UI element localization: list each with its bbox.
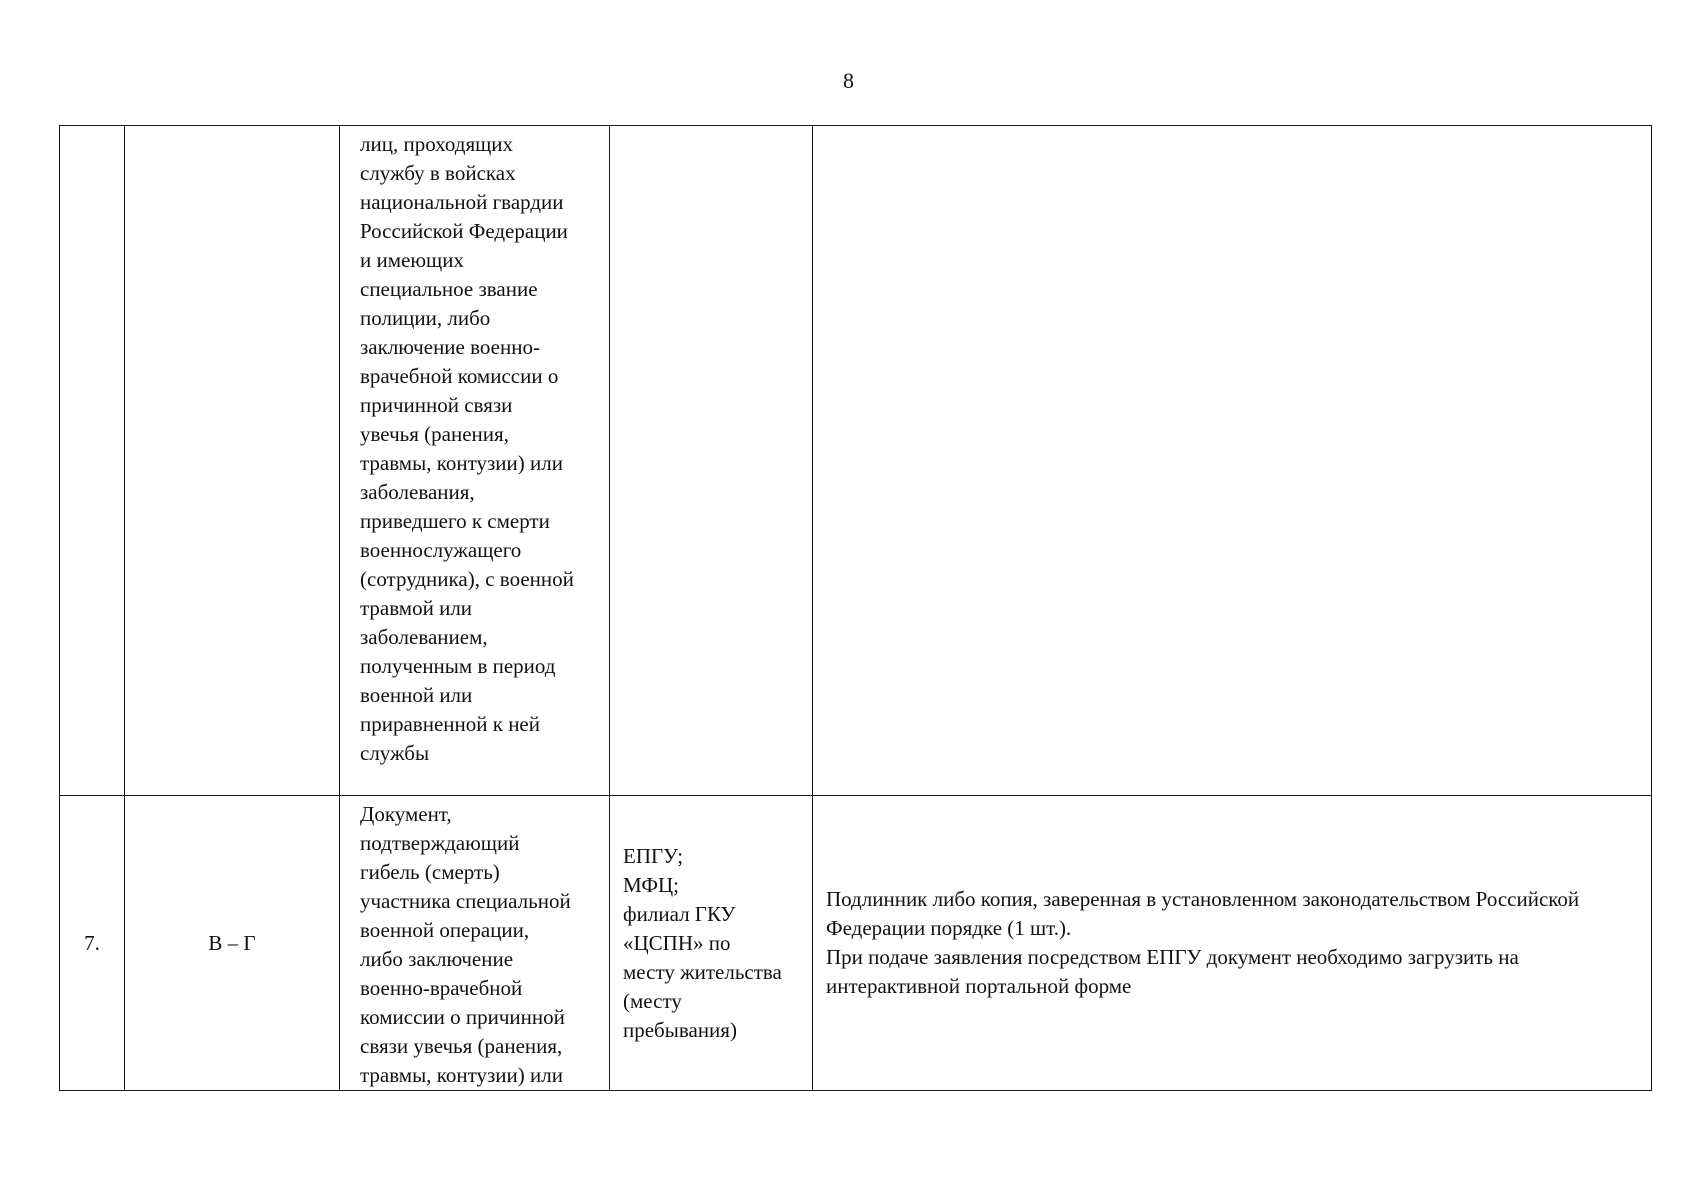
row-number-cell — [60, 796, 125, 1091]
requirements-line-epgu-upload: При подаче заявления посредством ЕПГУ документ необходимо загрузить на интерактивной портальной форме — [826, 945, 1519, 998]
category-text: В – Г — [208, 930, 256, 955]
category-cell — [125, 126, 340, 796]
page-number: 8 — [843, 68, 854, 93]
category-cell — [125, 796, 340, 1091]
submission-place-cell — [610, 126, 813, 796]
document-text: лиц, проходящих службу в войсках национальной гвардии Российской Федерации и имеющих специальное звание полиции, либо заключение военно- врачебной комиссии о причинной связи увечья (ранения, травмы, контузии) или заболевания, приведшего к смерти военнослужащего (сотрудника), с военной травмой или заболеванием, полученным в период военной или приравненной к ней службы — [360, 132, 574, 765]
requirements-line-original: Подлинник либо копия, заверенная в установленном законодательством Российской Федерации порядке (1 шт.). — [826, 887, 1580, 940]
row-number-cell — [60, 126, 125, 796]
document-cell — [340, 126, 610, 796]
submission-place-cell — [610, 796, 813, 1091]
requirements-cell — [813, 796, 1652, 1091]
requirements-text — [813, 885, 1651, 1001]
table-row — [60, 796, 1652, 1091]
table-row — [60, 126, 1652, 796]
document-text: Документ, подтверждающий гибель (смерть) участника специальной военной операции, либо заключение военно-врачебной комиссии о причинной связи увечья (ранения, травмы, контузии) или — [360, 802, 571, 1087]
requirements-cell — [813, 126, 1652, 796]
document-cell — [340, 796, 610, 1091]
documents-table — [59, 125, 1652, 1091]
submission-place-text: ЕПГУ; МФЦ; филиал ГКУ «ЦСПН» по месту жительства (месту пребывания) — [623, 843, 782, 1042]
row-number: 7. — [84, 930, 100, 955]
